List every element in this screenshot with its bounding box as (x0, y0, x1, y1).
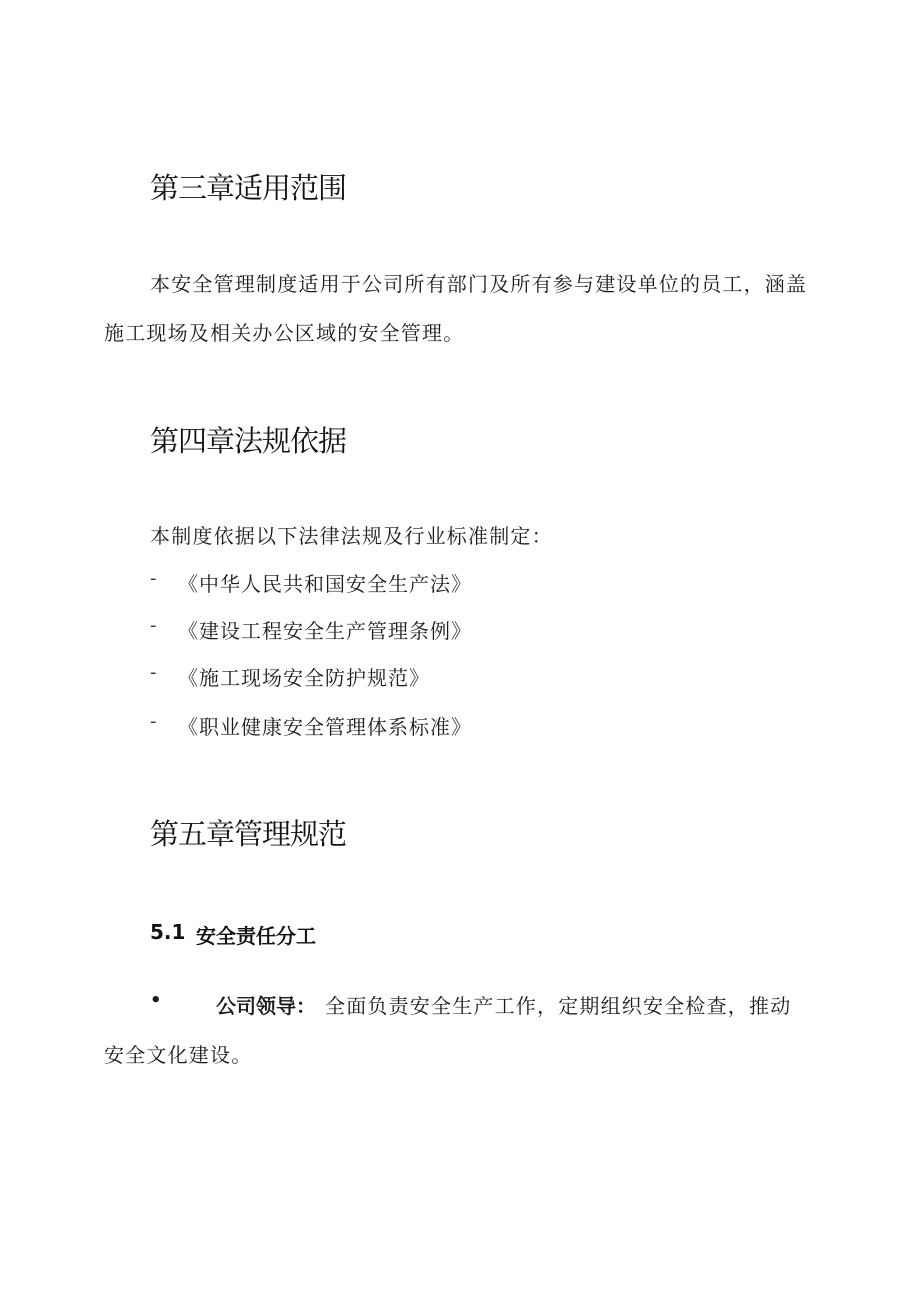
list-item: 《施工现场安全防护规范》 (178, 666, 430, 690)
chapter-3-title: 第三章适用范围 (150, 171, 347, 205)
section-title: 安全责任分工 (196, 924, 316, 948)
list-marker: - (150, 662, 157, 683)
chapter-5-title: 第五章管理规范 (150, 817, 347, 851)
chapter-3-paragraph-line-2: 施工现场及相关办公区域的安全管理。 (104, 321, 465, 345)
list-item: 《职业健康安全管理体系标准》 (178, 715, 472, 739)
chapter-4-intro: 本制度依据以下法律法规及行业标准制定： (150, 524, 553, 548)
list-marker: - (150, 568, 157, 589)
list-item: 《中华人民共和国安全生产法》 (178, 572, 472, 596)
section-number: 5.1 (150, 920, 186, 944)
bullet-label: 公司领导： (216, 994, 316, 1018)
bullet-text-line-1: 全面负责安全生产工作，定期组织安全检查，推动 (325, 994, 792, 1018)
bullet-text-line-2: 安全文化建设。 (104, 1043, 253, 1067)
bullet-marker: • (150, 990, 162, 1011)
list-item: 《建设工程安全生产管理条例》 (178, 619, 472, 643)
list-marker: - (150, 615, 157, 636)
list-marker: - (150, 711, 157, 732)
chapter-3-paragraph-line-1: 本安全管理制度适用于公司所有部门及所有参与建设单位的员工，涵盖 (150, 272, 808, 296)
chapter-4-title: 第四章法规依据 (150, 424, 347, 458)
